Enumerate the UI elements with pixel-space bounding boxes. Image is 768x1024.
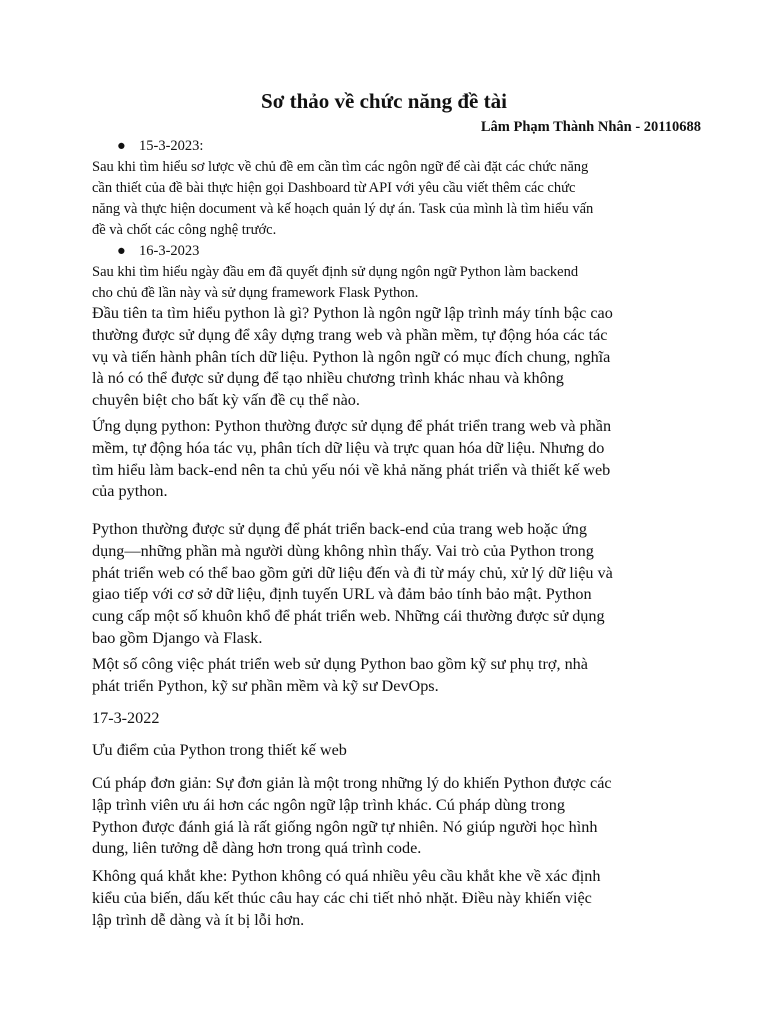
text-line: kiểu của biến, dấu kết thúc câu hay các chi tiết nhỏ nhặt. Điều này khiến việc [92,888,592,907]
entry-16-3-text [92,262,692,304]
text-line: đề và chốt các công nghệ trước. [92,222,277,238]
bullet-15-3-2023 [117,137,203,155]
text-line: vụ và tiến hành phân tích dữ liệu. Python là ngôn ngữ có mục đích chung, nghĩa [92,347,611,366]
text-line: phát triển Python, kỹ sư phần mềm và kỹ sư DevOps. [92,676,439,695]
text-line: dụng—những phần mà người dùng không nhìn thấy. Vai trò của Python trong [92,541,594,560]
paragraph-python-jobs [92,654,692,698]
text-line: lập trình viên ưu ái hơn các ngôn ngữ lập trình khác. Cú pháp dùng trong [92,795,565,814]
document-title: Sơ thảo về chức năng đề tài [261,89,507,113]
bullet-dot: ● [117,138,126,154]
text-line: cần thiết của đề bài thực hiện gọi Dashboard từ API với yêu cầu viết thêm các chức [92,180,576,196]
paragraph-python-usage [92,416,692,503]
text-line: Không quá khắt khe: Python không có quá nhiều yêu cầu khắt khe về xác định [92,867,601,885]
text-line: Python được đánh giá là rất giống ngôn ngữ tự nhiên. Nó giúp người học hình [92,817,598,836]
text-line: chuyên biệt cho bất kỳ vấn đề cụ thể nào. [92,391,360,410]
text-line: Một số công việc phát triển web sử dụng Python bao gồm kỹ sư phụ trợ, nhà [92,655,588,673]
text-line: Python thường được sử dụng để phát triển back-end của trang web hoặc ứng [92,520,587,538]
paragraph-python-intro [92,303,692,412]
text-line: mềm, tự động hóa tác vụ, phân tích dữ liệu và trực quan hóa dữ liệu. Nhưng do [92,438,605,457]
date-17-3-2022: 17-3-2022 [92,709,160,727]
text-line: của python. [92,482,168,501]
entry-date: 15-3-2023: [139,138,204,154]
text-line: Đầu tiên ta tìm hiểu python là gì? Python là ngôn ngữ lập trình máy tính bậc cao [92,304,613,322]
paragraph-not-strict [92,866,692,931]
text-line: thường được sử dụng để xây dựng trang web và phần mềm, tự động hóa các tác [92,325,608,344]
text-line: lập trình dễ dàng và ít bị lỗi hơn. [92,910,305,929]
text-line: Cú pháp đơn giản: Sự đơn giản là một trong những lý do khiến Python được các [92,774,612,792]
text-line: là nó có thể được sử dụng để tạo nhiều chương trình khác nhau và không [92,369,564,388]
entry-date: 16-3-2023 [139,243,200,259]
text-line: Sau khi tìm hiểu ngày đầu em đã quyết định sử dụng ngôn ngữ Python làm backend [92,264,579,280]
heading-advantages: Ưu điểm của Python trong thiết kế web [92,741,347,759]
text-line: cung cấp một số khuôn khổ để phát triển web. Những cái thường được sử dụng [92,607,605,626]
bullet-16-3-2023 [117,242,199,260]
paragraph-python-backend [92,519,692,650]
text-line: năng và thực hiện document và kế hoạch quản lý dự án. Task của mình là tìm hiểu vấn [92,201,594,217]
bullet-dot: ● [117,243,126,259]
text-line: phát triển web có thể bao gồm gửi dữ liệu đến và đi từ máy chủ, xử lý dữ liệu và [92,563,613,582]
text-line: bao gồm Django và Flask. [92,628,263,647]
author-line: Lâm Phạm Thành Nhân - 20110688 [480,119,701,135]
text-line: tìm hiểu làm back-end nên ta chủ yếu nói về khả năng phát triển và thiết kế web [92,460,611,479]
paragraph-simple-syntax [92,773,692,860]
entry-15-3-text [92,157,692,241]
text-line: giao tiếp với cơ sở dữ liệu, định tuyến URL và đảm bảo tính bảo mật. Python [92,585,592,604]
text-line: Ứng dụng python: Python thường được sử dụng để phát triển trang web và phần [92,417,612,435]
text-line: Sau khi tìm hiểu sơ lược về chủ đề em cần tìm các ngôn ngữ để cài đặt các chức năng [92,159,589,175]
text-line: cho chủ đề lần này và sử dụng framework Flask Python. [92,285,419,301]
text-line: dung, liên tưởng dễ dàng hơn trong quá trình code. [92,839,422,858]
